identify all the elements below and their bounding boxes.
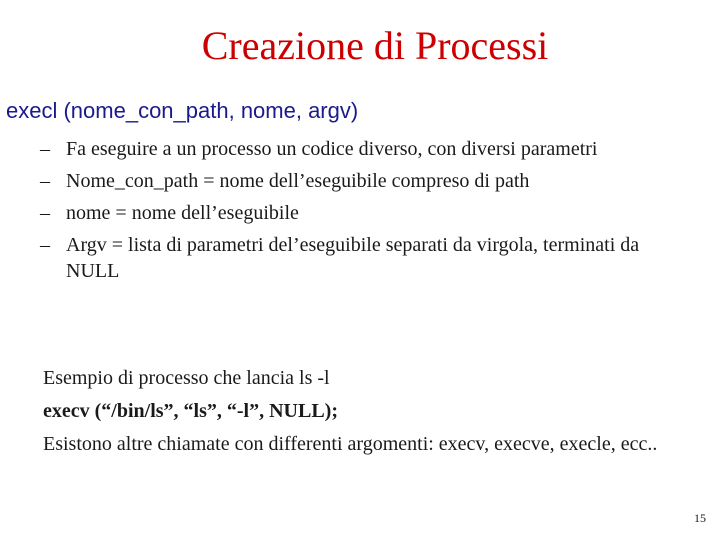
bullet-item bbox=[40, 232, 680, 284]
function-signature-heading: execl (nome_con_path, nome, argv) bbox=[6, 98, 359, 123]
bullet-item bbox=[40, 136, 680, 162]
bullet-text: nome = nome dell’eseguibile bbox=[66, 202, 299, 224]
example-block bbox=[43, 365, 683, 464]
bullet-text: Argv = lista di parametri del’eseguibile separati da virgola, terminati da NULL bbox=[66, 234, 640, 282]
slide-title: Creazione di Processi bbox=[201, 23, 549, 68]
page-number: 15 bbox=[694, 511, 706, 525]
bullet-item bbox=[40, 200, 680, 226]
description-bullet-list bbox=[40, 136, 680, 290]
bullet-text: Fa eseguire a un processo un codice diverso, con diversi parametri bbox=[66, 138, 598, 160]
dash-bullet-icon: – bbox=[40, 234, 50, 256]
bullet-item bbox=[40, 168, 680, 194]
dash-bullet-icon: – bbox=[40, 138, 50, 160]
dash-bullet-icon: – bbox=[40, 202, 50, 224]
dash-bullet-icon: – bbox=[40, 170, 50, 192]
bullet-text: Nome_con_path = nome dell’eseguibile compreso di path bbox=[66, 170, 530, 192]
example-code-line: execv (“/bin/ls”, “ls”, “-l”, NULL); bbox=[43, 400, 338, 422]
other-calls-text: Esistono altre chiamate con differenti argomenti: execv, execve, execle, ecc.. bbox=[43, 433, 658, 455]
example-intro-text: Esempio di processo che lancia ls -l bbox=[43, 367, 330, 389]
